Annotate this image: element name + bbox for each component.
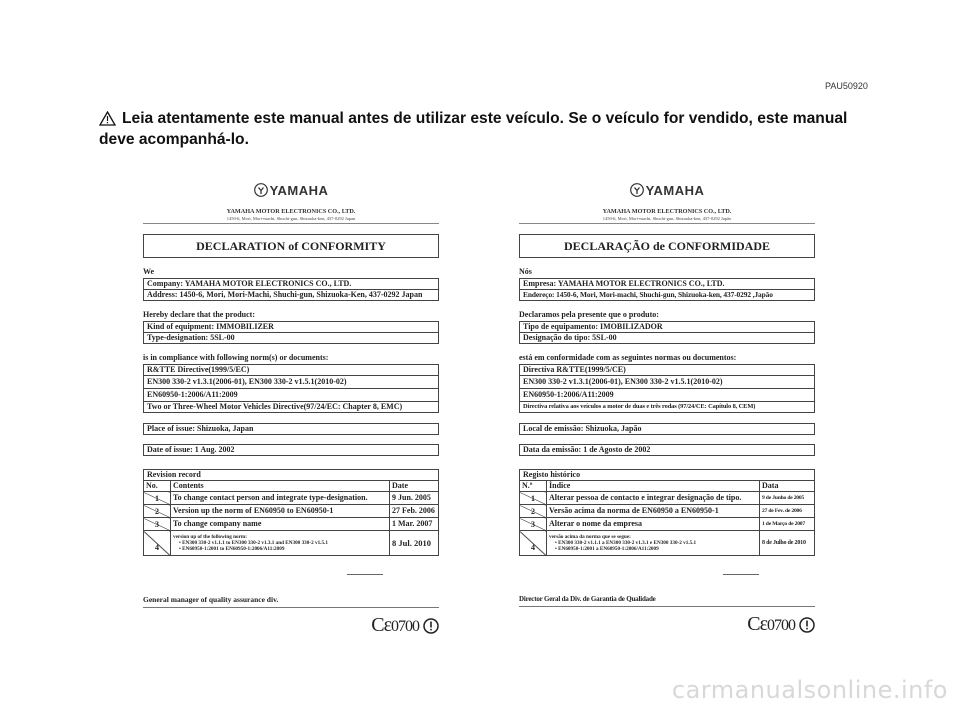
rev-no: 3 xyxy=(144,518,171,531)
compliance-label: is in compliance with following norm(s) or documents: xyxy=(143,353,329,362)
norm-row: EN60950-1:2006/A11:2009 xyxy=(144,389,438,402)
rev-no: 1 xyxy=(520,492,547,505)
alert-circle-icon xyxy=(799,617,815,633)
norm-row: Directiva relativa aos veículos a motor de duas e três rodas (97/24/CE: Capítulo 8, CEM) xyxy=(523,403,756,410)
watermark: carmanualsonline.info xyxy=(671,676,948,704)
rev-contents: Alterar o nome da empresa xyxy=(547,518,760,531)
date-box xyxy=(143,444,439,456)
logo-text: YAMAHA xyxy=(645,183,705,198)
company-name: YAMAHA MOTOR ELECTRONICS CO., LTD. xyxy=(226,208,356,215)
company-name: YAMAHA MOTOR ELECTRONICS CO., LTD. xyxy=(602,208,732,215)
warning-text: Leia atentamente este manual antes de utilizar este veículo. Se o veículo for vendido, este manual deve acompanhá-lo. xyxy=(99,110,848,148)
norm-row: Two or Three-Wheel Motor Vehicles Directive(97/24/EC: Chapter 8, EMC) xyxy=(147,402,403,411)
yamaha-logo xyxy=(519,183,815,199)
date-row: Date of issue: 1 Aug. 2002 xyxy=(147,445,235,454)
col-no: N.º xyxy=(520,481,547,492)
compliance-label: está em conformidade com as seguintes normas ou documentos: xyxy=(519,353,737,362)
rev-date: 1 Mar. 2007 xyxy=(390,518,439,531)
table-row xyxy=(520,505,814,518)
place-row: Local de emissão: Shizuoka, Japão xyxy=(523,424,642,433)
rev-date: 27 de Fev. de 2006 xyxy=(760,505,815,518)
rev-contents: Alterar pessoa de contacto e integrar designação de tipo. xyxy=(547,492,760,505)
norm-row: EN300 330-2 v1.3.1(2006-01), EN300 330-2 v1.5.1(2010-02) xyxy=(520,376,814,389)
company-address: 1450-6, Mori, Mori-machi, Shuchi-gun, Shizuoka-ken, 437-0292 Japão xyxy=(519,216,815,224)
company-box xyxy=(519,278,815,301)
alert-circle-icon xyxy=(423,618,439,634)
tuning-fork-icon xyxy=(254,183,268,197)
rev-no: 3 xyxy=(520,518,547,531)
table-row xyxy=(520,492,814,505)
rev-contents: To change company name xyxy=(171,518,390,531)
logo-text: YAMAHA xyxy=(269,183,329,198)
table-row xyxy=(520,531,814,556)
we-label: We xyxy=(143,267,155,276)
type-row: Designação do tipo: 5SL-00 xyxy=(523,333,617,342)
ce-mark: Cε0700 xyxy=(519,613,815,635)
signature-line xyxy=(347,574,383,575)
rev-date: 8 Jul. 2010 xyxy=(392,538,431,548)
table-row xyxy=(144,518,438,531)
col-date: Data xyxy=(760,481,815,492)
address-row: Endereço: 1450-6, Mori, Mori-machi, Shuchi-gun, Shizuoka-ken, 437-0292 ,Japão xyxy=(523,290,773,299)
warning-notice xyxy=(99,108,869,150)
table-row xyxy=(520,518,814,531)
ce-number: 0700 xyxy=(391,618,419,635)
kind-row: Kind of equipment: IMMOBILIZER xyxy=(144,322,438,333)
company-box xyxy=(143,278,439,301)
product-box xyxy=(143,321,439,344)
document-title: DECLARATION of CONFORMITY xyxy=(143,234,439,258)
revision-table xyxy=(520,481,814,555)
declare-label: Hereby declare that the product: xyxy=(143,310,255,319)
revision-record xyxy=(519,469,815,556)
rev-date: 9 Jun. 2005 xyxy=(390,492,439,505)
page-code: PAU50920 xyxy=(825,81,868,91)
manager-title: General manager of quality assurance div. xyxy=(143,595,439,608)
rev-date: 9 de Junho de 2005 xyxy=(760,492,815,505)
rev-date: 27 Feb. 2006 xyxy=(390,505,439,518)
rev-contents: Version up the norm of EN60950 to EN60950-1 xyxy=(171,505,390,518)
declaration-portuguese xyxy=(519,183,815,635)
manager-title: Director Geral da Div. de Garantia de Qualidade xyxy=(519,595,815,607)
norm-row: EN60950-1:2006/A11:2009 xyxy=(520,389,814,402)
col-date: Date xyxy=(390,481,439,492)
company-address: 1450-6, Mori, Mori-machi, Shuchi-gun, Shizuoka-ken, 437-0292 Japan xyxy=(143,216,439,224)
product-box xyxy=(519,321,815,344)
norms-box xyxy=(143,364,439,413)
rev-contents: Versão acima da norma de EN60950 a EN60950-1 xyxy=(547,505,760,518)
rev-contents: To change contact person and integrate type-designation. xyxy=(171,492,390,505)
rev-date: 1 de Março de 2007 xyxy=(760,518,815,531)
rev-no: 4 xyxy=(520,531,547,556)
rev-no: 2 xyxy=(144,505,171,518)
we-label: Nós xyxy=(519,267,532,276)
ce-mark: Cε0700 xyxy=(143,614,439,636)
date-box xyxy=(519,444,815,456)
signature-line xyxy=(723,574,759,575)
col-contents: Contents xyxy=(171,481,390,492)
norms-box xyxy=(519,364,815,413)
revision-title: Revision record xyxy=(144,470,438,481)
col-contents: Índice xyxy=(547,481,760,492)
rev-date: 8 de Julho de 2010 xyxy=(762,540,806,546)
rev-no: 1 xyxy=(144,492,171,505)
revision-table xyxy=(144,481,438,555)
rev-contents: versão acima da norma que se segue: • EN300 330-2 v1.1.1 a EN300 330-2 v1.3.1 e EN300 330-2 v1.5.1 • EN60950-1:2001 a EN60950-1:2006/A11:2009 xyxy=(547,531,760,556)
yamaha-logo xyxy=(143,183,439,199)
rev-contents: version up of the following norm: • EN300 330-2 v1.1.1 to EN300 330-2 v1.3.1 and EN300 330-2 v1.5.1 • EN60950-1:2001 to EN60950-1:2006/A11:2009 xyxy=(171,531,390,556)
ce-number: 0700 xyxy=(767,617,795,634)
address-row: Address: 1450-6, Mori, Mori-Machi, Shuchi-gun, Shizuoka-Ken, 437-0292 Japan xyxy=(147,290,423,299)
tuning-fork-icon xyxy=(630,183,644,197)
place-box xyxy=(143,423,439,435)
kind-row: Tipo de equipamento: IMOBILIZADOR xyxy=(520,322,814,333)
table-row xyxy=(144,531,438,556)
revision-record xyxy=(143,469,439,556)
rev-no: 4 xyxy=(144,531,171,556)
rev-no: 2 xyxy=(520,505,547,518)
company-row: Company: YAMAHA MOTOR ELECTRONICS CO., LTD. xyxy=(144,279,438,290)
revision-title: Registo histórico xyxy=(520,470,814,481)
col-no: No. xyxy=(144,481,171,492)
place-row: Place of issue: Shizuoka, Japan xyxy=(147,424,254,433)
table-row xyxy=(144,492,438,505)
norm-row: EN300 330-2 v1.3.1(2006-01), EN300 330-2 v1.5.1(2010-02) xyxy=(144,376,438,389)
date-row: Data da emissão: 1 de Agosto de 2002 xyxy=(523,445,651,454)
norm-row: R&TTE Directive(1999/5/EC) xyxy=(144,365,438,376)
type-row: Type-designation: 5SL-00 xyxy=(147,333,235,342)
warning-icon xyxy=(99,111,116,126)
table-header xyxy=(520,481,814,492)
place-box xyxy=(519,423,815,435)
table-header xyxy=(144,481,438,492)
norm-row: Directiva R&TTE(1999/5/CE) xyxy=(520,365,814,376)
company-row: Empresa: YAMAHA MOTOR ELECTRONICS CO., LTD. xyxy=(520,279,814,290)
declaration-english xyxy=(143,183,439,636)
declare-label: Declaramos pela presente que o produto: xyxy=(519,310,659,319)
table-row xyxy=(144,505,438,518)
document-title: DECLARAÇÃO de CONFORMIDADE xyxy=(519,234,815,258)
